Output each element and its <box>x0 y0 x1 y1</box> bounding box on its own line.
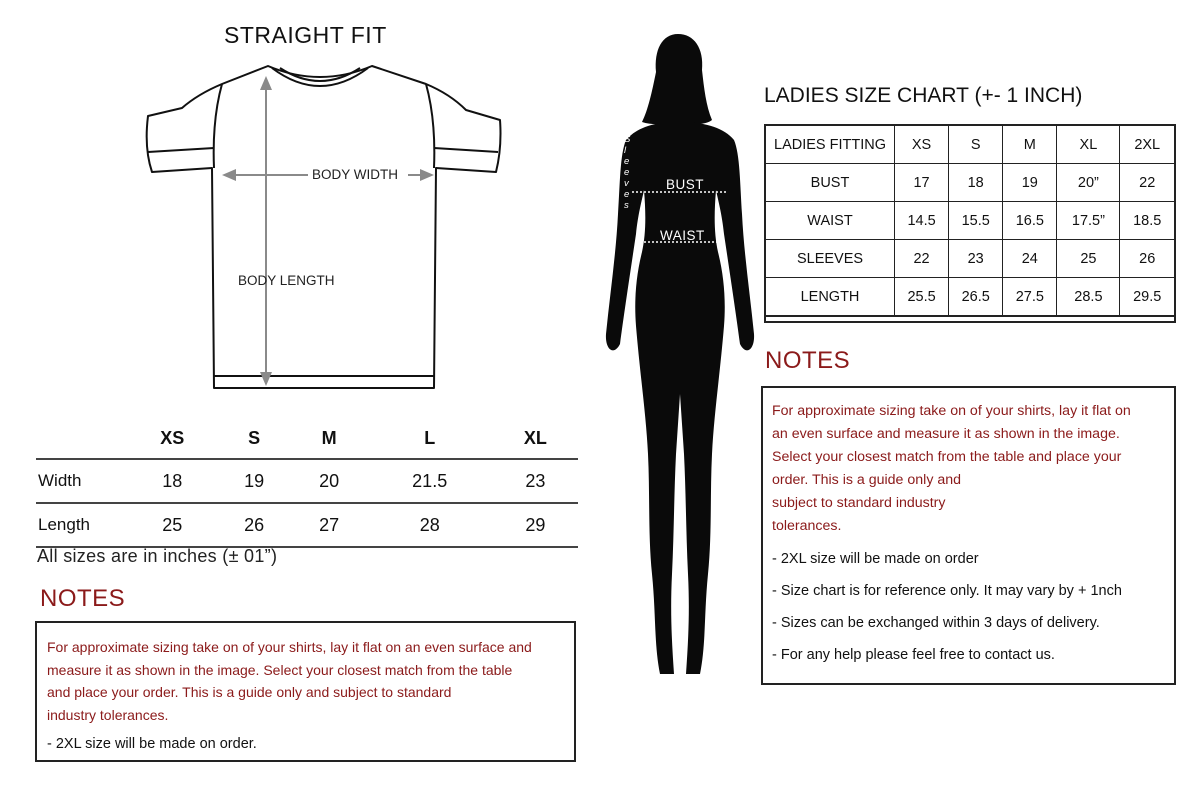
table-cell: 24 <box>1003 240 1057 278</box>
list-item: - For any help please feel free to contact us. <box>772 647 1055 663</box>
note-line: For approximate sizing take on of your shirts, lay it flat on an even surface and <box>47 639 532 655</box>
header-cell: XS <box>160 427 185 448</box>
table-cell: 29.5 <box>1120 278 1175 317</box>
notes-box <box>35 621 576 762</box>
row-label: WAIST <box>765 202 895 240</box>
table-header-row <box>36 418 578 459</box>
straight-fit-title: STRAIGHT FIT <box>224 22 387 48</box>
table-header-row <box>765 125 1175 164</box>
header-cell: M <box>1003 125 1057 164</box>
table-row <box>765 164 1175 202</box>
body-length-label: BODY LENGTH <box>238 273 335 288</box>
sleeves-letter: e <box>624 189 630 200</box>
header-cell: S <box>949 125 1003 164</box>
table-cell: 18 <box>949 164 1003 202</box>
header-cell: XL <box>523 427 547 448</box>
header-cell: XS <box>895 125 949 164</box>
notes-heading: NOTES <box>40 585 126 612</box>
table-cell: 23 <box>949 240 1003 278</box>
table-cell: 25.5 <box>895 278 949 317</box>
table-row <box>765 278 1175 317</box>
table-row <box>765 202 1175 240</box>
waist-label: WAIST <box>660 228 705 243</box>
table-cell: 18.5 <box>1120 202 1175 240</box>
mens-size-table <box>36 418 578 548</box>
table-row <box>36 459 578 503</box>
sleeves-letter: e <box>624 156 630 167</box>
note-line: an even surface and measure it as shown in the image. <box>772 426 1120 442</box>
table-row <box>765 240 1175 278</box>
sleeves-letter: S <box>624 134 631 145</box>
ladies-size-table <box>764 124 1176 317</box>
table-cell: 28.5 <box>1057 278 1120 317</box>
table-cell: 22 <box>1120 164 1175 202</box>
table-cell: 17.5” <box>1057 202 1120 240</box>
table-cell: 20 <box>319 470 340 491</box>
row-label: BUST <box>765 164 895 202</box>
table-cell: 27 <box>319 514 340 535</box>
header-cell: LADIES FITTING <box>765 125 895 164</box>
row-label: LENGTH <box>765 278 895 317</box>
table-cell: 17 <box>895 164 949 202</box>
table-cell: 25 <box>1057 240 1120 278</box>
note-extra: - 2XL size will be made on order. <box>47 736 257 752</box>
table-cell: 20” <box>1057 164 1120 202</box>
table-cell: 18 <box>162 470 183 491</box>
table-cell: 25 <box>162 514 183 535</box>
table-cell: 19 <box>244 470 265 491</box>
body-width-label: BODY WIDTH <box>312 167 399 182</box>
header-cell: S <box>248 427 261 448</box>
tshirt-diagram <box>128 60 518 394</box>
table-cell: 27.5 <box>1003 278 1057 317</box>
note-line: industry tolerances. <box>47 706 169 723</box>
sizes-footnote: All sizes are in inches (± 01”) <box>37 546 278 566</box>
notes-heading: NOTES <box>765 347 851 374</box>
ladies-chart-title: LADIES SIZE CHART (+- 1 INCH) <box>764 84 1083 107</box>
header-cell: 2XL <box>1120 125 1175 164</box>
header-cell: M <box>321 427 337 448</box>
table-cell: 23 <box>525 470 546 491</box>
sleeves-letter: v <box>624 178 629 189</box>
sleeves-letter: e <box>624 167 630 178</box>
header-cell: XL <box>1057 125 1120 164</box>
table-cell: 19 <box>1003 164 1057 202</box>
list-item: - Size chart is for reference only. It may vary by + 1nch <box>772 583 1122 599</box>
header-cell <box>36 418 128 459</box>
sleeves-letter: l <box>624 145 627 156</box>
table-row <box>36 503 578 547</box>
table-cell: 26.5 <box>949 278 1003 317</box>
note-line: tolerances. <box>772 518 842 534</box>
table-cell: 28 <box>419 514 440 535</box>
row-label: SLEEVES <box>765 240 895 278</box>
table-cell: 16.5 <box>1003 202 1057 240</box>
bust-label: BUST <box>666 177 705 192</box>
list-item: - 2XL size will be made on order <box>772 551 979 567</box>
table-cell: 26 <box>1120 240 1175 278</box>
table-cell: 14.5 <box>895 202 949 240</box>
table-cell: 26 <box>244 514 265 535</box>
notes-bullet-list <box>772 551 1174 679</box>
sleeves-vertical-label <box>624 134 634 211</box>
table-cell: 15.5 <box>949 202 1003 240</box>
table-cell: 21.5 <box>412 470 448 491</box>
row-label: Width <box>38 471 82 490</box>
sleeves-letter: s <box>624 200 629 211</box>
note-line: measure it as shown in the image. Select your closest match from the table <box>47 661 513 678</box>
woman-silhouette <box>590 14 765 694</box>
note-line: Select your closest match from the table and place your <box>772 449 1122 465</box>
note-line: order. This is a guide only and <box>772 472 962 488</box>
header-cell: L <box>424 427 436 448</box>
note-line: For approximate sizing take on of your shirts, lay it flat on <box>772 403 1131 419</box>
table-bottom-border <box>764 317 1176 323</box>
note-line: subject to standard industry <box>772 495 946 511</box>
notes-box <box>761 386 1176 685</box>
list-item: - Sizes can be exchanged within 3 days of delivery. <box>772 615 1100 631</box>
table-cell: 22 <box>895 240 949 278</box>
row-label: Length <box>38 515 90 534</box>
note-line: and place your order. This is a guide only and subject to standard <box>47 684 452 700</box>
table-cell: 29 <box>525 514 546 535</box>
